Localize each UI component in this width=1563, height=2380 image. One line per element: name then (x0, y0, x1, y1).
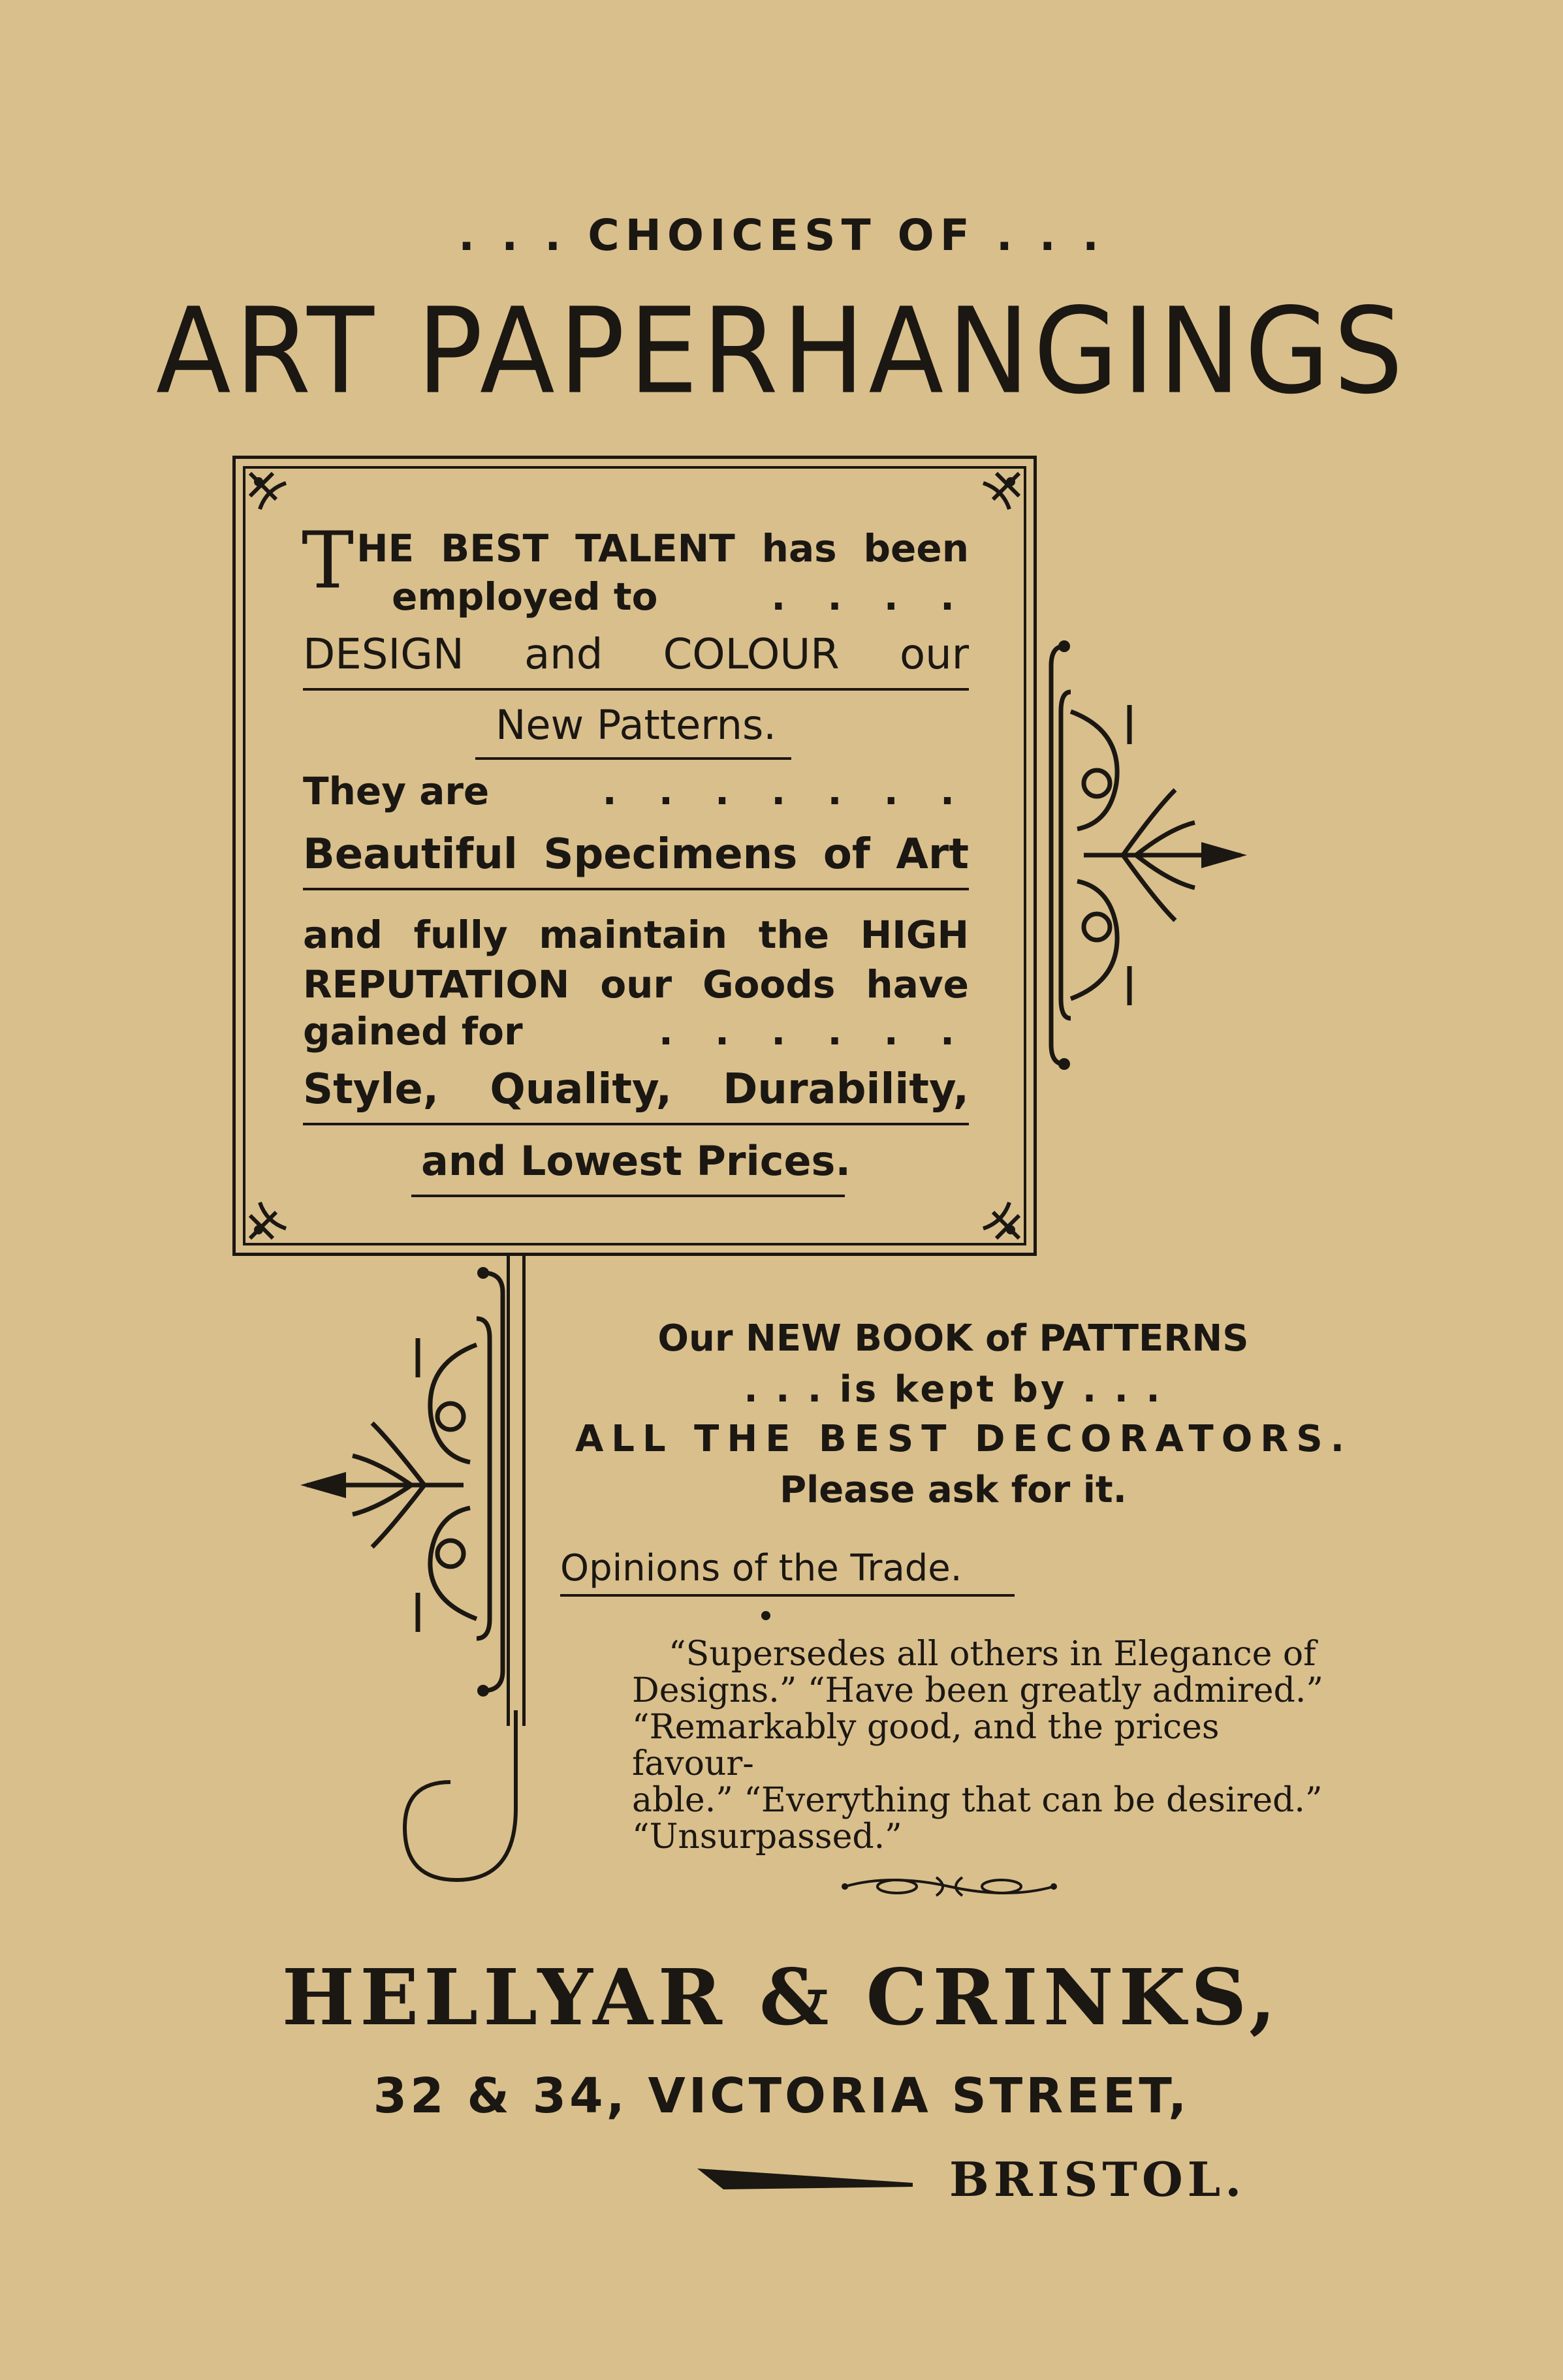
box-line-5: They are . . . . . . . (303, 769, 969, 813)
corner-ornament-icon (957, 1176, 1022, 1242)
flourish-ornament-icon (1045, 633, 1254, 1077)
quote-line: “Remarkably good, and the prices favour- (632, 1708, 1220, 1783)
box-line-1 (356, 526, 969, 571)
address-line: 32 & 34, VICTORIA STREET, (373, 2068, 1190, 2124)
divider (475, 757, 791, 760)
divider (303, 688, 969, 691)
corner-ornament-icon (247, 1176, 312, 1242)
notice-line-4: Please ask for it. (780, 1469, 1127, 1511)
scroll-curl-icon (392, 1710, 535, 1893)
corner-ornament-icon (957, 470, 1022, 535)
box-line-4: New Patterns. (495, 701, 776, 749)
box-line-7: and fully maintain the HIGH (303, 913, 969, 957)
quote-line: Designs.” “Have been greatly admired.” (632, 1671, 1323, 1710)
quote-line: able.” “Everything that can be desired.” (632, 1781, 1323, 1820)
box-line-9: gained for . . . . . . (303, 1009, 969, 1054)
flourish-ornament-icon (294, 1266, 516, 1710)
notice-line-2: . . . is kept by . . . (744, 1368, 1163, 1411)
opinions-heading: Opinions of the Trade. (560, 1547, 962, 1589)
box-line-3: DESIGN and COLOUR our (303, 631, 969, 679)
divider (411, 1195, 845, 1197)
notice-line-1: Our NEW BOOK of PATTERNS (657, 1317, 1249, 1360)
city-line: BRISTOL. (949, 2152, 1246, 2207)
drop-cap: T (302, 516, 355, 606)
page-title: ART PAPERHANGINGS (155, 282, 1408, 420)
firm-name: HELLYAR & CRINKS, (281, 1952, 1282, 2043)
divider (303, 888, 969, 890)
pen-stroke-icon (697, 2163, 919, 2196)
divider (303, 1123, 969, 1125)
quote-line: “Supersedes all others in Elegance of (669, 1635, 1316, 1674)
box-line-8: REPUTATION our Goods have (303, 962, 969, 1007)
box-line-1-text: HE BEST TALENT has been (356, 526, 969, 571)
quote-line: “Unsurpassed.” (632, 1817, 902, 1856)
box-line-11: and Lowest Prices. (420, 1137, 851, 1185)
bullet-dot (761, 1611, 770, 1620)
box-line-10: Style, Quality, Durability, (303, 1065, 969, 1114)
box-line-2: employed to . . . . (392, 574, 969, 619)
kicker-text: . . . CHOICEST OF . . . (458, 210, 1105, 260)
stem-line (522, 1256, 526, 1726)
notice-line-3: ALL THE BEST DECORATORS. (575, 1418, 1353, 1460)
divider (560, 1594, 1015, 1597)
box-line-6: Beautiful Specimens of Art (303, 830, 969, 879)
vine-ornament-icon (838, 1871, 1060, 1902)
quote-block (632, 1636, 1337, 1855)
